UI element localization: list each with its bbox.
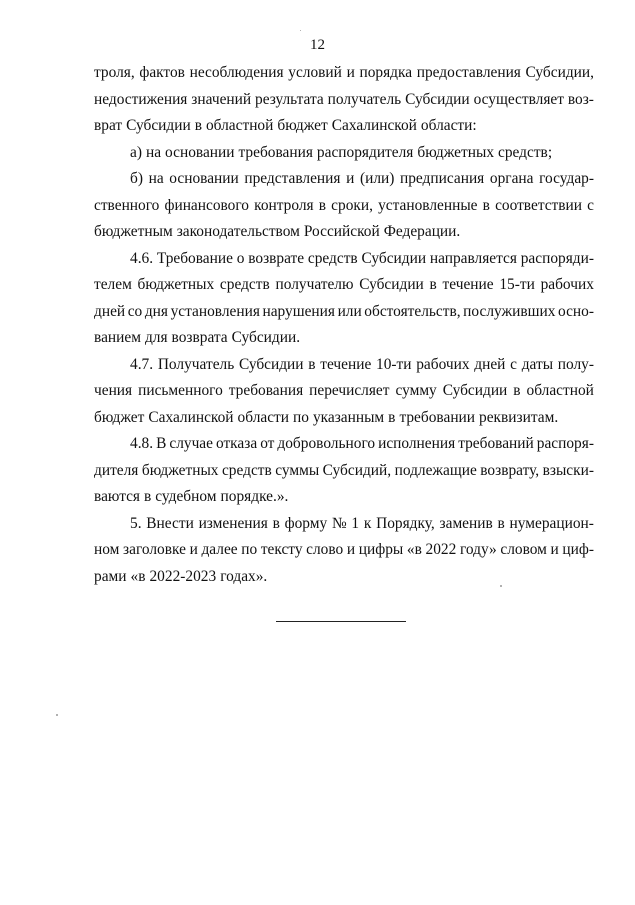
text-line bbox=[94, 166, 594, 193]
word: значений bbox=[191, 90, 252, 108]
word: требования bbox=[228, 382, 304, 399]
word: органа bbox=[489, 170, 534, 187]
word: 4.6. bbox=[130, 249, 154, 267]
word: получатель bbox=[327, 90, 402, 108]
word: 10-ти bbox=[376, 355, 412, 373]
word: предоставления bbox=[416, 64, 521, 81]
word: «в bbox=[406, 541, 422, 558]
word: области bbox=[237, 408, 289, 426]
word: бюджет bbox=[94, 408, 145, 426]
word: послуживших bbox=[463, 302, 556, 320]
word: государ- bbox=[539, 170, 594, 187]
word: далее bbox=[201, 541, 238, 558]
word: и bbox=[346, 64, 355, 81]
word: дней bbox=[474, 355, 506, 373]
word: Внести bbox=[146, 514, 194, 532]
word: распорядителя bbox=[316, 143, 414, 161]
word: перечисляет bbox=[309, 382, 390, 399]
word: от bbox=[260, 435, 275, 452]
word: несоблюдения bbox=[189, 64, 284, 81]
word: дня bbox=[144, 302, 168, 320]
word: Субсидии bbox=[361, 249, 427, 267]
word: добровольного bbox=[277, 435, 376, 452]
word: ственного bbox=[94, 196, 160, 214]
word: нумерацион- bbox=[509, 514, 594, 532]
word: основании bbox=[169, 170, 239, 187]
word: Субсидий, bbox=[322, 461, 392, 479]
word: в bbox=[308, 355, 316, 373]
word: телем bbox=[94, 276, 132, 293]
word: тексту bbox=[260, 541, 303, 558]
word: в bbox=[272, 514, 280, 532]
text-line bbox=[94, 458, 594, 485]
word: взыски- bbox=[542, 461, 594, 479]
word: в bbox=[513, 382, 521, 399]
word: течение bbox=[320, 355, 372, 373]
text-line bbox=[94, 140, 594, 167]
word: в bbox=[497, 514, 505, 532]
word: бюджетных bbox=[137, 276, 215, 293]
word: 5. bbox=[130, 514, 142, 532]
word: для bbox=[144, 329, 168, 346]
word: Субсидии bbox=[442, 382, 508, 399]
word: дителя bbox=[94, 461, 139, 479]
word: распоряди- bbox=[520, 249, 594, 267]
word: дней bbox=[94, 302, 126, 320]
word: на bbox=[145, 143, 162, 161]
word: ванием bbox=[94, 329, 141, 346]
word: возврату, bbox=[480, 461, 540, 479]
document-body bbox=[94, 60, 594, 590]
word: в bbox=[194, 117, 202, 134]
word: средств bbox=[307, 249, 358, 267]
word: со bbox=[127, 302, 143, 320]
text-line bbox=[94, 352, 594, 379]
word: Субсидии bbox=[405, 90, 470, 108]
word: рабочих bbox=[540, 276, 594, 293]
text-line bbox=[94, 378, 594, 405]
text-line bbox=[94, 219, 594, 246]
word: в bbox=[482, 196, 490, 214]
word: по bbox=[293, 408, 309, 426]
word: Субсидии bbox=[359, 276, 424, 293]
word: реквизитам. bbox=[479, 408, 559, 426]
word: годах». bbox=[220, 567, 268, 585]
word: бюджетным bbox=[94, 223, 173, 240]
word: В bbox=[156, 435, 167, 452]
word: Требование bbox=[156, 249, 233, 267]
word: условий bbox=[288, 64, 342, 81]
word: заменив bbox=[439, 514, 493, 532]
scan-speck bbox=[500, 585, 502, 587]
word: средств bbox=[219, 276, 270, 293]
word: о bbox=[236, 249, 245, 267]
word: направляется bbox=[429, 249, 517, 267]
word: требовании bbox=[399, 408, 476, 426]
word: осно- bbox=[558, 302, 594, 320]
word: установления bbox=[170, 302, 260, 320]
word: троля, bbox=[94, 64, 135, 81]
word: соответствии bbox=[495, 196, 583, 214]
word: б) bbox=[130, 170, 143, 187]
word: осуществляет bbox=[473, 90, 564, 108]
scan-speck bbox=[300, 30, 301, 31]
word: чения bbox=[94, 382, 133, 399]
word: цифры bbox=[358, 541, 404, 558]
word: бюджет bbox=[277, 117, 328, 134]
word: Порядку, bbox=[376, 514, 435, 532]
word: средств; bbox=[498, 143, 553, 161]
text-line bbox=[94, 325, 594, 352]
word: году» bbox=[459, 541, 497, 558]
word: ваются bbox=[94, 488, 141, 505]
word: в bbox=[429, 276, 437, 293]
word: фактов bbox=[139, 64, 185, 81]
word: № bbox=[331, 514, 347, 532]
word: 4.8. bbox=[130, 435, 154, 452]
word: изменения bbox=[198, 514, 268, 532]
word: воз- bbox=[567, 90, 594, 108]
word: средств bbox=[221, 461, 272, 479]
word: с bbox=[510, 355, 517, 373]
word: бюджетных bbox=[141, 461, 219, 479]
word: в bbox=[388, 408, 396, 426]
word: Получатель bbox=[157, 355, 235, 373]
text-line bbox=[94, 405, 594, 432]
word: сроки, bbox=[331, 196, 373, 214]
word: указанным bbox=[312, 408, 385, 426]
word: порядка bbox=[359, 64, 413, 81]
word: установленные bbox=[378, 196, 478, 214]
word: судебном bbox=[155, 488, 217, 505]
word: областной bbox=[205, 117, 274, 134]
word: недостижения bbox=[94, 90, 188, 108]
word: финансового bbox=[164, 196, 250, 214]
word: возврата bbox=[171, 329, 228, 346]
word: Российской bbox=[303, 223, 380, 240]
word: или bbox=[337, 302, 362, 320]
word: отказа bbox=[215, 435, 258, 452]
word: 2022-2023 bbox=[149, 567, 217, 585]
text-line bbox=[94, 299, 594, 326]
word: «в bbox=[130, 567, 146, 585]
word: областной bbox=[526, 382, 594, 399]
word: рабочих bbox=[416, 355, 470, 373]
word: письменного bbox=[138, 382, 223, 399]
word: Субсидии bbox=[126, 117, 191, 134]
word: полу- bbox=[557, 355, 594, 373]
paragraph-continuation bbox=[94, 60, 594, 140]
word: и bbox=[189, 541, 198, 558]
word: порядке.». bbox=[220, 488, 289, 505]
word: и bbox=[550, 541, 559, 558]
word: суммы bbox=[275, 461, 320, 479]
word: Сахалинской bbox=[331, 117, 417, 134]
paragraph-item-a bbox=[94, 140, 594, 167]
word: Субсидии bbox=[238, 355, 304, 373]
paragraph-4-7 bbox=[94, 352, 594, 432]
word: в bbox=[318, 196, 327, 214]
word: заголовке bbox=[123, 541, 186, 558]
word: ном bbox=[94, 541, 120, 558]
word: случае bbox=[169, 435, 213, 452]
text-line bbox=[94, 484, 594, 511]
word: распоря- bbox=[536, 435, 594, 452]
word: подлежащие bbox=[394, 461, 477, 479]
word: течение bbox=[442, 276, 494, 293]
word: Сахалинской bbox=[148, 408, 234, 426]
word: требования bbox=[238, 143, 313, 161]
page-number: 12 bbox=[310, 37, 325, 53]
word: получателю bbox=[275, 276, 354, 293]
word: с bbox=[587, 196, 594, 214]
word: нарушения bbox=[262, 302, 335, 320]
word: законодательством bbox=[176, 223, 300, 240]
text-line bbox=[94, 193, 594, 220]
word: обстоятельств, bbox=[364, 302, 461, 320]
word: контроля bbox=[254, 196, 314, 214]
word: к bbox=[363, 514, 372, 532]
text-line bbox=[94, 60, 594, 87]
word: рами bbox=[94, 567, 127, 585]
word: на bbox=[148, 170, 164, 187]
scan-speck bbox=[56, 714, 58, 716]
text-line bbox=[94, 537, 594, 564]
text-line bbox=[94, 87, 594, 114]
word: 2022 bbox=[425, 541, 457, 558]
paragraph-4-6 bbox=[94, 246, 594, 352]
word: возврате bbox=[248, 249, 305, 267]
word: предписания bbox=[400, 170, 485, 187]
word: сумму bbox=[395, 382, 437, 399]
word: и bbox=[346, 170, 355, 187]
word: циф- bbox=[562, 541, 594, 558]
word: даты bbox=[521, 355, 554, 373]
text-line bbox=[94, 511, 594, 538]
text-line bbox=[94, 246, 594, 273]
word: словом bbox=[500, 541, 547, 558]
word: представления bbox=[244, 170, 341, 187]
word: слово bbox=[306, 541, 344, 558]
word: (или) bbox=[359, 170, 395, 187]
word: Субсидии. bbox=[231, 329, 301, 346]
word: бюджетных bbox=[417, 143, 495, 161]
word: по bbox=[241, 541, 258, 558]
end-separator-line bbox=[276, 621, 406, 622]
word: области: bbox=[420, 117, 477, 134]
word: 15-ти bbox=[499, 276, 535, 293]
text-line bbox=[94, 564, 594, 591]
word: форму bbox=[284, 514, 328, 532]
word: требований bbox=[458, 435, 534, 452]
word: а) bbox=[130, 143, 142, 161]
word: врат bbox=[94, 117, 123, 134]
word: 1 bbox=[351, 514, 360, 532]
paragraph-4-8 bbox=[94, 431, 594, 511]
text-line bbox=[94, 272, 594, 299]
word: 4.7. bbox=[130, 355, 154, 373]
word: в bbox=[144, 488, 152, 505]
word: Субсидии, bbox=[525, 64, 594, 81]
paragraph-item-b bbox=[94, 166, 594, 246]
word: исполнения bbox=[378, 435, 456, 452]
word: Федерации. bbox=[383, 223, 461, 240]
text-line bbox=[94, 431, 594, 458]
word: и bbox=[346, 541, 356, 558]
word: основании bbox=[165, 143, 235, 161]
text-line bbox=[94, 113, 594, 140]
paragraph-5 bbox=[94, 511, 594, 591]
word: результата bbox=[255, 90, 324, 108]
